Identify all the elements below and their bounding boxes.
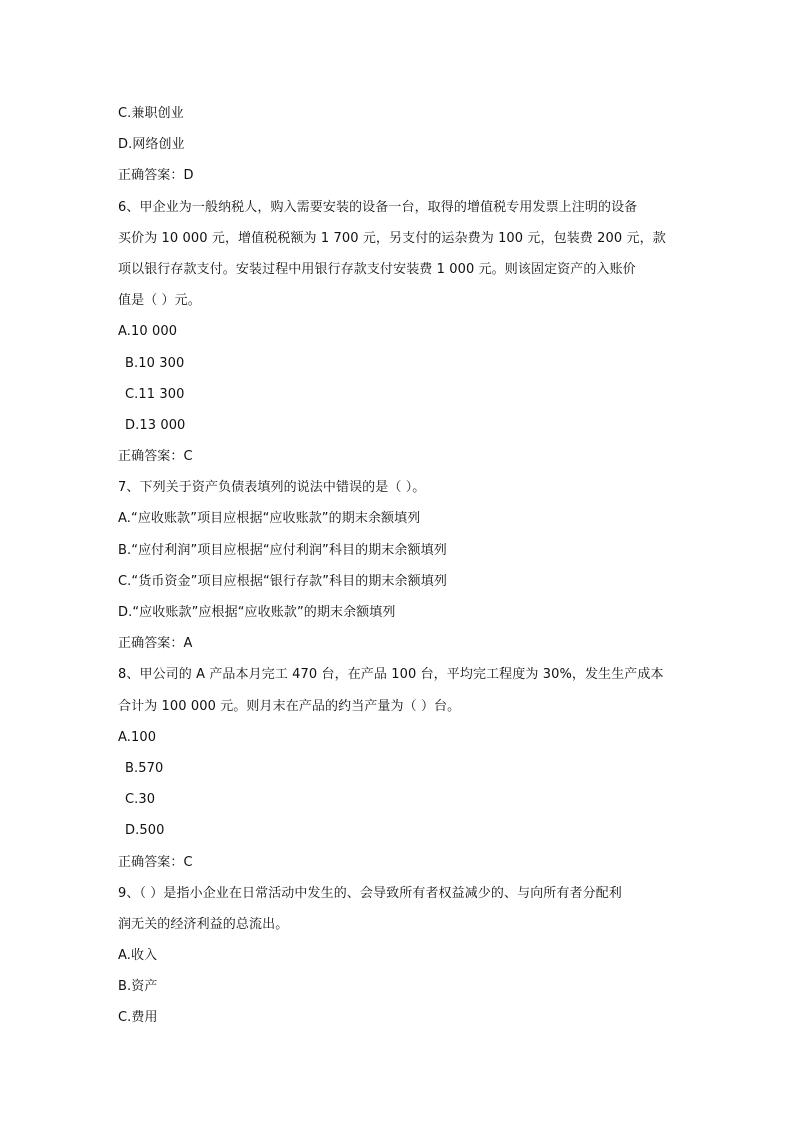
q6-option-a: A.10 000 bbox=[118, 324, 178, 340]
question-7-line-1: 7、下列关于资产负债表填列的说法中错误的是（ ）。 bbox=[118, 480, 426, 496]
q8-option-a: A.100 bbox=[118, 729, 157, 745]
q6-option-d: D.13 000 bbox=[125, 417, 186, 433]
q9-option-b: B.资产 bbox=[118, 979, 158, 995]
question-6-line-3: 项以银行存款支付。安装过程中用银行存款支付安装费 1 000 元。则该固定资产的入账价 bbox=[118, 261, 636, 277]
answer-q7: 正确答案：A bbox=[118, 636, 193, 652]
question-9-line-1: 9、（ ）是指小企业在日常活动中发生的、会导致所有者权益减少的、与向所有者分配利 bbox=[118, 885, 622, 901]
answer-q6: 正确答案：C bbox=[118, 449, 193, 465]
q8-option-c: C.30 bbox=[125, 792, 156, 808]
question-8-line-2: 合计为 100 000 元。则月末在产品的约当产量为（ ）台。 bbox=[118, 698, 461, 714]
question-9-line-2: 润无关的经济利益的总流出。 bbox=[118, 916, 289, 932]
q9-option-a: A.收入 bbox=[118, 948, 158, 964]
q6-option-c: C.11 300 bbox=[125, 386, 185, 402]
option-d-prev: D.网络创业 bbox=[118, 137, 185, 153]
answer-q8: 正确答案：C bbox=[118, 854, 193, 870]
question-6-line-4: 值是（ ）元。 bbox=[118, 293, 201, 309]
q7-option-a: A.“应收账款”项目应根据“应收账款”的期末余额填列 bbox=[118, 511, 421, 527]
option-c-prev: C.兼职创业 bbox=[118, 106, 184, 121]
question-8-line-1: 8、甲公司的 A 产品本月完工 470 台，在产品 100 台，平均完工程度为 30%，发生生产成本 bbox=[118, 667, 664, 683]
question-6-line-2: 买价为 10 000 元，增值税税额为 1 700 元，另支付的运杂费为 100 元，包装费 200 元，款 bbox=[118, 230, 666, 246]
q7-option-d: D.“应收账款”应根据“应收账款”的期末余额填列 bbox=[118, 605, 396, 620]
q7-option-b: B.“应付利润”项目应根据“应付利润”科目的期末余额填列 bbox=[118, 542, 447, 558]
q9-option-c: C.费用 bbox=[118, 1010, 158, 1026]
q8-option-b: B.570 bbox=[125, 760, 164, 776]
question-6-line-1: 6、甲企业为一般纳税人，购入需要安装的设备一台，取得的增值税专用发票上注明的设备 bbox=[118, 199, 638, 215]
answer-q5: 正确答案：D bbox=[118, 168, 194, 184]
q6-option-b: B.10 300 bbox=[125, 355, 185, 371]
q8-option-d: D.500 bbox=[125, 823, 165, 839]
q7-option-c: C.“货币资金”项目应根据“银行存款”科目的期末余额填列 bbox=[118, 573, 447, 589]
question-list bbox=[118, 98, 678, 1034]
